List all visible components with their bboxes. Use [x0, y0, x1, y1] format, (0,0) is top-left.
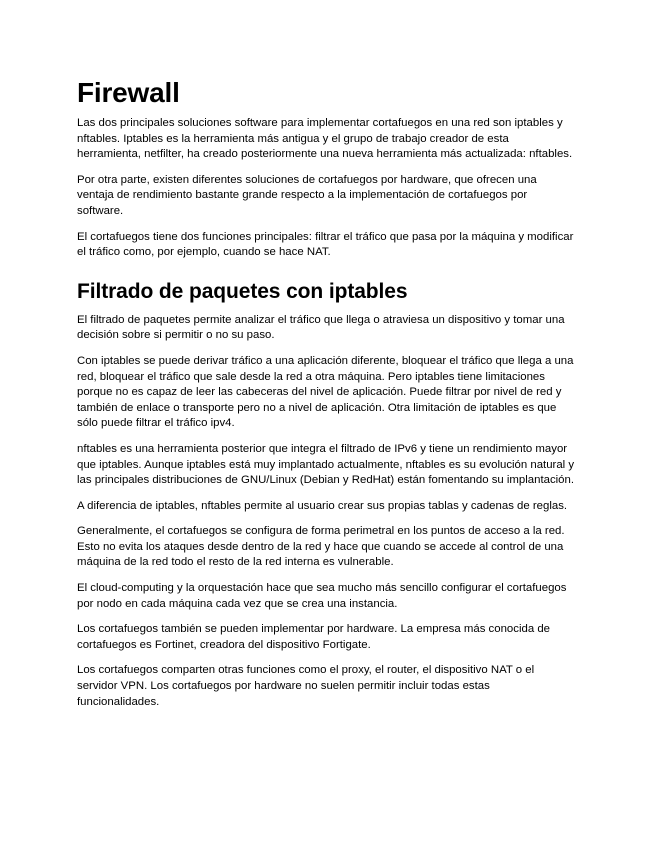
paragraph-nftables-intro: nftables es una herramienta posterior que integra el filtrado de IPv6 y tiene un rendimiento mayor que iptables. Aunque iptables está muy implantado actualmente, nftables es su evolución natural y las principales distribuciones de GNU/Linux (Debian y RedHat) están fomentando su implantación. [77, 442, 575, 487]
paragraph-packet-filtering: El filtrado de paquetes permite analizar el tráfico que llega o atraviesa un dispositivo y tomar una decisión sobre si permitir o no su paso. [77, 313, 565, 342]
paragraph-other-functions: Los cortafuegos comparten otras funciones como el proxy, el router, el dispositivo NAT o el servidor VPN. Los cortafuegos por hardware no suelen permitir incluir todas estas funcionalidades. [77, 664, 535, 708]
section-heading-packet-filtering: Filtrado de paquetes con iptables [77, 279, 408, 303]
paragraph-firewall-functions: El cortafuegos tiene dos funciones principales: filtrar el tráfico que pasa por la máquina y modificar el tráfico como, por ejemplo, cuando se hace NAT. [77, 230, 574, 259]
page-title: Firewall [77, 77, 180, 108]
paragraph-nftables-tables: A diferencia de iptables, nftables permite al usuario crear sus propias tablas y cadenas de reglas. [77, 499, 568, 512]
paragraph-perimeter-config: Generalmente, el cortafuegos se configura de forma perimetral en los puntos de acceso a la red. Esto no evita los ataques desde dentro de la red y hace que cuando se accede al control de una máquina de la red todo el resto de la red interna es vulnerable. [77, 525, 565, 569]
paragraph-iptables-capabilities: Con iptables se puede derivar tráfico a una aplicación diferente, bloquear el tráfico que llega a una red, bloquear el tráfico que sale desde la red a otra máquina. Pero iptables tiene limitaciones porque no es capaz de leer las cabeceras del nivel de aplicación. Puede filtrar por nivel de red y también de enlace o transporte pero no a nivel de aplicación. Otra limitación de iptables es que sólo puede filtrar el tráfico ipv4. [77, 354, 574, 430]
document-page [77, 76, 575, 720]
paragraph-intro-solutions: Las dos principales soluciones software para implementar cortafuegos en una red son iptables y nftables. Iptables es la herramienta más antigua y el grupo de trabajo creador de esta herramienta, netfilter, ha creado posteriormente una nueva herramienta más actualizada: nftables. [77, 117, 573, 161]
paragraph-cloud-computing: El cloud-computing y la orquestación hace que sea mucho más sencillo configurar el cortafuegos por nodo en cada máquina cada vez que se crea una instancia. [77, 582, 567, 610]
paragraph-hardware-firewalls: Por otra parte, existen diferentes soluciones de cortafuegos por hardware, que ofrecen una ventaja de rendimiento bastante grande respecto a la implementación de cortafuegos por software. [77, 173, 537, 217]
paragraph-hardware-vendors: Los cortafuegos también se pueden implementar por hardware. La empresa más conocida de cortafuegos es Fortinet, creadora del dispositivo Fortigate. [77, 623, 550, 651]
